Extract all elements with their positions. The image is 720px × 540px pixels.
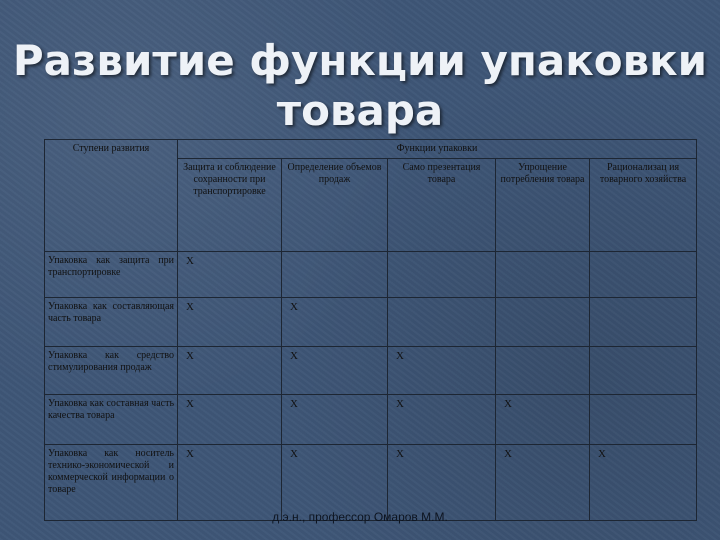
mark-cell: X bbox=[388, 445, 496, 521]
slide-title-line-1: Развитие функции упаковки bbox=[12, 36, 708, 85]
function-header: Определение объемов продаж bbox=[282, 159, 388, 252]
slide-title-line-2: товара bbox=[276, 86, 444, 135]
function-header: Защита и соблюдение сохранности при транспортировке bbox=[178, 159, 282, 252]
mark-cell: X bbox=[590, 445, 697, 521]
mark-cell bbox=[590, 395, 697, 445]
mark-cell bbox=[388, 252, 496, 298]
mark-cell: X bbox=[282, 347, 388, 395]
functions-group-header: Функции упаковки bbox=[178, 140, 697, 159]
function-header: Рационализац ия товарного хозяйства bbox=[590, 159, 697, 252]
mark-cell bbox=[496, 298, 590, 347]
stage-label: Упаковка как защита при транспортировке bbox=[45, 252, 178, 298]
mark-cell bbox=[496, 347, 590, 395]
mark-cell: X bbox=[496, 395, 590, 445]
packaging-functions-table bbox=[44, 139, 697, 521]
function-header: Само презентация товара bbox=[388, 159, 496, 252]
table-row bbox=[45, 347, 697, 395]
mark-cell: X bbox=[282, 445, 388, 521]
function-header: Упрощение потребления товара bbox=[496, 159, 590, 252]
table-row bbox=[45, 252, 697, 298]
mark-cell: X bbox=[282, 298, 388, 347]
mark-cell: X bbox=[178, 298, 282, 347]
stage-label: Упаковка как составная часть качества товара bbox=[45, 395, 178, 445]
mark-cell: X bbox=[178, 445, 282, 521]
mark-cell bbox=[496, 252, 590, 298]
stage-label: Упаковка как составляющая часть товара bbox=[45, 298, 178, 347]
mark-cell bbox=[590, 252, 697, 298]
table-row bbox=[45, 298, 697, 347]
slide-title bbox=[0, 36, 720, 136]
mark-cell: X bbox=[178, 395, 282, 445]
table-row bbox=[45, 395, 697, 445]
slide-footer: д.э.н., профессор Омаров М.М. bbox=[272, 510, 448, 524]
mark-cell bbox=[388, 298, 496, 347]
mark-cell: X bbox=[388, 395, 496, 445]
mark-cell bbox=[590, 298, 697, 347]
mark-cell: X bbox=[178, 252, 282, 298]
mark-cell: X bbox=[282, 395, 388, 445]
mark-cell bbox=[590, 347, 697, 395]
mark-cell: X bbox=[178, 347, 282, 395]
stage-label: Упаковка как средство стимулирования продаж bbox=[45, 347, 178, 395]
table-header-row bbox=[45, 140, 697, 159]
mark-cell bbox=[282, 252, 388, 298]
mark-cell: X bbox=[388, 347, 496, 395]
mark-cell: X bbox=[496, 445, 590, 521]
stage-label: Упаковка как носитель технико-экономической и коммерческой информации о товаре bbox=[45, 445, 178, 521]
stage-column-header: Ступени развития bbox=[45, 140, 178, 252]
